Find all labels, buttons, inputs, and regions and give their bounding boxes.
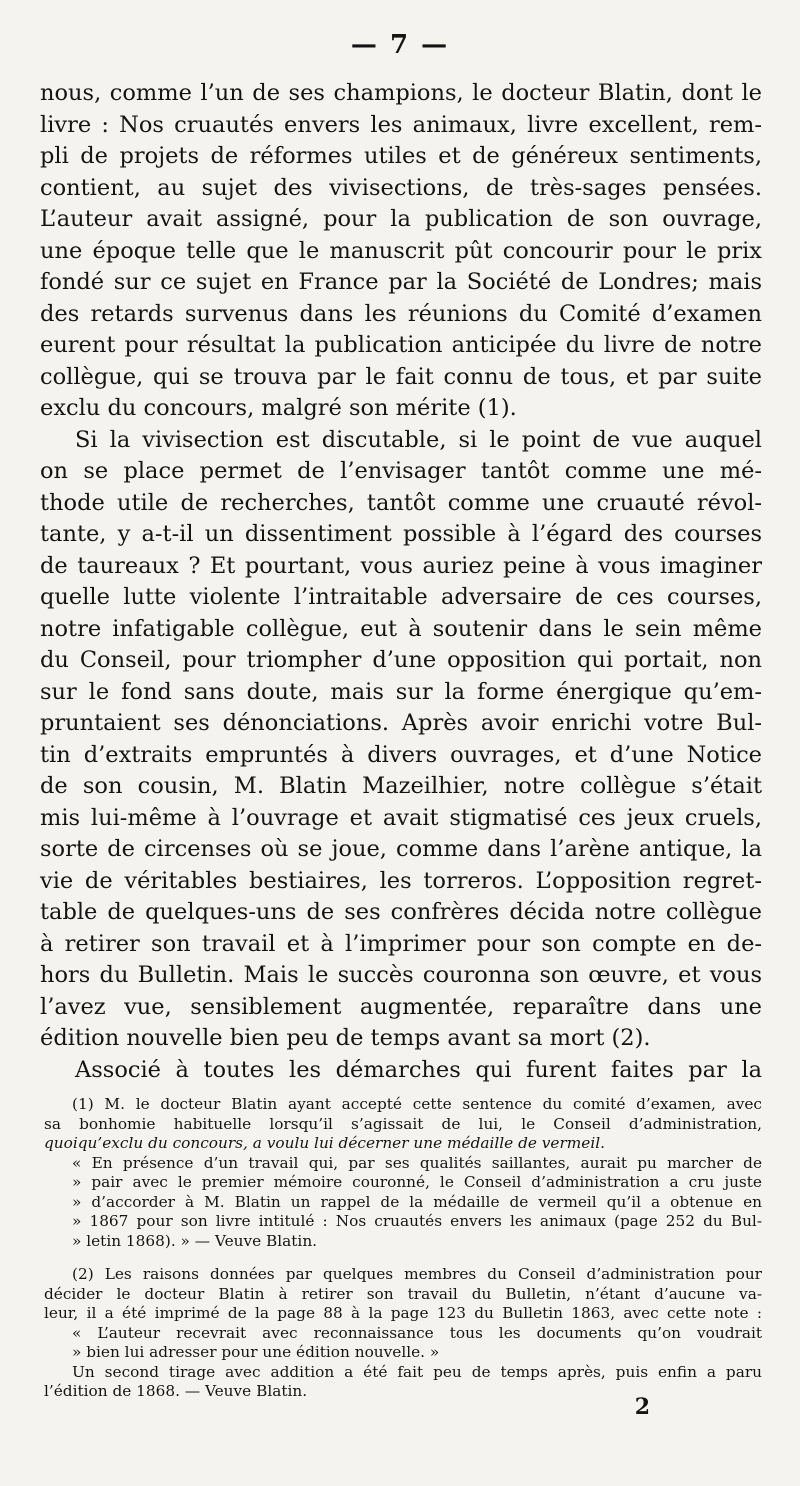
body-line: vie de véritables bestiaires, les torreros. L’opposition regret- xyxy=(40,867,762,894)
body-line: tante, y a-t-il un dissentiment possible à l’égard des courses xyxy=(40,521,762,547)
body-line: table de quelques-uns de ses confrères décida notre collègue xyxy=(40,899,762,925)
footnote-line: » letin 1868). » — Veuve Blatin. xyxy=(72,1231,318,1250)
footnote-line: l’édition de 1868. — Veuve Blatin. xyxy=(44,1382,308,1400)
body-line: pli de projets de réformes utiles et de généreux sentiments, xyxy=(40,143,762,169)
footnote-line: Un second tirage avec addition a été fait peu de temps après, puis enfin a paru xyxy=(72,1362,762,1381)
body-line: sur le fond sans doute, mais sur la forme énergique qu’em- xyxy=(40,678,762,705)
body-line: quelle lutte violente l’intraitable adversaire de ces courses, xyxy=(40,584,762,610)
body-line: pruntaient ses dénonciations. Après avoir enrichi votre Bul- xyxy=(40,710,762,736)
signature-mark: 2 xyxy=(634,1394,650,1420)
body-line: on se place permet de l’envisager tantôt comme une mé- xyxy=(40,458,762,484)
footnote-line: décider le docteur Blatin à retirer son travail du Bulletin, n’étant d’aucune va- xyxy=(44,1284,762,1303)
body-line: une époque telle que le manuscrit pût concourir pour le prix xyxy=(40,237,762,264)
body-line: Associé à toutes les démarches qui furent faites par la xyxy=(75,1056,762,1083)
footnote-line: (2) Les raisons données par quelques membres du Conseil d’administration pour xyxy=(72,1265,762,1283)
body-line: l’avez vue, sensiblement augmentée, reparaître dans une xyxy=(40,993,762,1020)
body-line: contient, au sujet des vivisections, de très-sages pensées. xyxy=(40,174,762,201)
footnote-line: » 1867 pour son livre intitulé : Nos cruautés envers les animaux (page 252 du Bul- xyxy=(72,1212,762,1230)
body-line: fondé sur ce sujet en France par la Société de Londres; mais xyxy=(40,269,762,295)
footnote-line: quoiqu’exclu du concours, a voulu lui décerner une médaille de vermeil. xyxy=(44,1134,606,1152)
footnote-line: sa bonhomie habituelle lorsqu’il s’agissait de lui, le Conseil d’administration, xyxy=(44,1114,762,1133)
body-line: L’auteur avait assigné, pour la publication de son ouvrage, xyxy=(40,206,762,232)
body-line: eurent pour résultat la publication anticipée du livre de notre xyxy=(40,332,762,358)
body-line: notre infatigable collègue, eut à soutenir dans le sein même xyxy=(40,615,762,642)
body-line: exclu du concours, malgré son mérite (1). xyxy=(40,395,517,421)
footnote-line: » d’accorder à M. Blatin un rappel de la médaille de vermeil qu’il a obtenue en xyxy=(72,1192,762,1211)
body-line: des retards survenus dans les réunions du Comité d’examen xyxy=(40,300,762,327)
body-line: de taureaux ? Et pourtant, vous auriez peine à vous imaginer xyxy=(40,552,762,579)
body-line: mis lui-même à l’ouvrage et avait stigmatisé ces jeux cruels, xyxy=(40,804,762,831)
footnote-line: » bien lui adresser pour une édition nouvelle. » xyxy=(72,1343,440,1361)
page-number: — 7 — xyxy=(350,30,450,60)
footnote-line: » pair avec le premier mémoire couronné, le Conseil d’administration a cru juste xyxy=(72,1173,762,1191)
body-line: livre : Nos cruautés envers les animaux, livre excellent, rem- xyxy=(40,111,762,138)
body-line: Si la vivisection est discutable, si le point de vue auquel xyxy=(75,426,762,453)
body-line: à retirer son travail et à l’imprimer pour son compte en de- xyxy=(40,930,762,957)
footnotes xyxy=(44,1095,762,1402)
footnote-2 xyxy=(44,1265,762,1402)
body-line: tin d’extraits empruntés à divers ouvrages, et d’une Notice xyxy=(40,741,762,768)
body-line: du Conseil, pour triompher d’une opposition qui portait, non xyxy=(40,647,762,673)
body-line: édition nouvelle bien peu de temps avant sa mort (2). xyxy=(40,1025,651,1051)
footnote-1 xyxy=(44,1095,762,1251)
body-line: hors du Bulletin. Mais le succès couronna son œuvre, et vous xyxy=(40,962,762,988)
body-line: de son cousin, M. Blatin Mazeilhier, notre collègue s’était xyxy=(40,773,762,799)
footnote-line: leur, il a été imprimé de la page 88 à la page 123 du Bulletin 1863, avec cette note : xyxy=(44,1304,762,1322)
footnote-line: « L’auteur recevrait avec reconnaissance tous les documents qu’on voudrait xyxy=(72,1323,762,1342)
footnote-line: « En présence d’un travail qui, par ses qualités saillantes, aurait pu marcher de xyxy=(72,1153,762,1172)
body-text xyxy=(40,78,762,1086)
body-line: sorte de circenses où se joue, comme dans l’arène antique, la xyxy=(40,836,762,862)
body-line: nous, comme l’un de ses champions, le docteur Blatin, dont le xyxy=(40,80,762,106)
body-line: thode utile de recherches, tantôt comme une cruauté révol- xyxy=(40,489,762,516)
footnote-line: (1) M. le docteur Blatin ayant accepté cette sentence du comité d’examen, avec xyxy=(72,1095,762,1113)
body-line: collègue, qui se trouva par le fait connu de tous, et par suite xyxy=(40,363,762,390)
